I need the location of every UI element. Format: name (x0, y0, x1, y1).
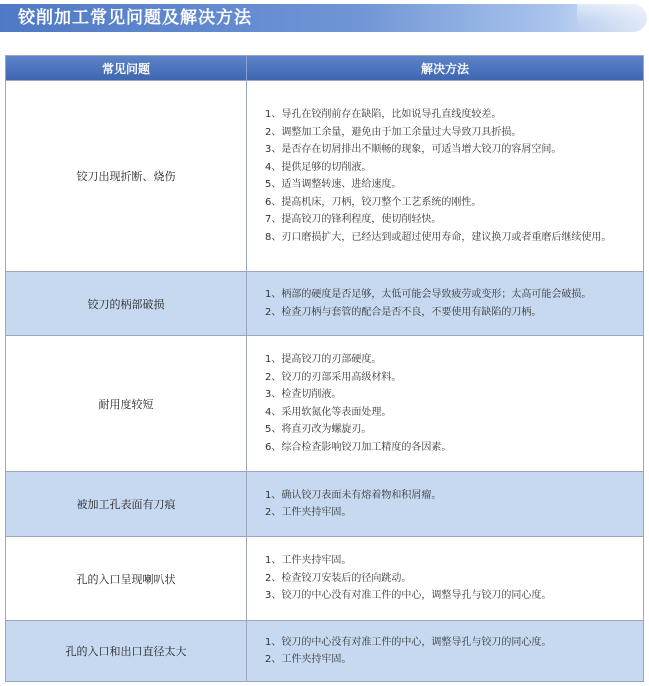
table-row (6, 271, 643, 335)
solution-item (265, 124, 633, 142)
solution-item (265, 439, 633, 457)
solution-text: 确认铰刀表面未有熔着物和积屑瘤。 (281, 489, 442, 501)
table-row (6, 335, 643, 471)
solution-item (265, 194, 633, 212)
solution-text: 铰刀的刃部采用高级材料。 (281, 371, 402, 383)
solution-item (265, 211, 633, 229)
solution-text: 采用软氮化等表面处理。 (281, 406, 392, 418)
solution-text: 是否存在切屑排出不顺畅的现象，可适当增大铰刀的容屑空间。 (281, 144, 562, 155)
solution-number: 1、 (265, 555, 282, 567)
solution-number: 3、 (265, 144, 282, 155)
table-row (6, 536, 643, 620)
solution-item (265, 504, 633, 522)
solution-text: 工件夹持牢固。 (281, 555, 352, 567)
solution-item (265, 570, 633, 588)
solution-item (265, 487, 633, 505)
header-problem: 常见问题 (6, 56, 247, 80)
table-row (6, 620, 643, 681)
solution-text: 适当调整转速、进给速度。 (281, 179, 402, 190)
solutions-cell (247, 621, 643, 681)
solution-text: 检查铰刀安装后的径向跳动。 (281, 572, 412, 584)
solution-item (265, 141, 633, 159)
solution-item (265, 552, 633, 570)
solution-number: 4、 (265, 406, 282, 418)
solution-item (265, 304, 633, 322)
solution-text: 检查刀柄与套管的配合是否不良，不要使用有缺陷的刀柄。 (281, 306, 542, 318)
solution-number: 7、 (265, 214, 282, 225)
solutions-cell (247, 472, 643, 536)
solution-text: 导孔在铰削前存在缺陷，比如说导孔直线度较差。 (281, 109, 502, 120)
solution-number: 2、 (265, 371, 282, 383)
problem-cell: 铰刀的柄部破损 (6, 272, 247, 335)
solution-text: 工件夹持牢固。 (281, 654, 352, 665)
solution-item (265, 651, 633, 669)
solution-number: 1、 (265, 489, 282, 501)
solution-number: 3、 (265, 590, 282, 602)
header-solution: 解决方法 (420, 61, 469, 76)
solution-text: 提高铰刀的刃部硬度。 (281, 354, 382, 365)
solution-item (265, 176, 633, 194)
problems-table (5, 55, 644, 682)
solution-text: 铰刀的中心没有对准工件的中心，调整导孔与铰刀的同心度。 (281, 590, 552, 602)
solutions-cell (247, 336, 643, 471)
solution-item (265, 386, 633, 404)
solution-number: 1、 (265, 109, 282, 120)
solution-item (265, 369, 633, 387)
table-header (6, 56, 643, 80)
solution-item (265, 634, 633, 652)
solution-item (265, 421, 633, 439)
solution-number: 5、 (265, 179, 282, 190)
solutions-cell (247, 81, 643, 271)
table-row (6, 471, 643, 536)
solution-text: 综合检查影响铰刀加工精度的各因素。 (281, 441, 452, 453)
title-bar-gloss (577, 4, 647, 32)
solution-number: 2、 (265, 507, 282, 518)
problem-cell: 耐用度较短 (6, 336, 247, 471)
solution-item (265, 106, 633, 124)
problem-cell: 铰刀出现折断、烧伤 (6, 81, 247, 271)
solution-text: 检查切削液。 (281, 389, 342, 400)
solution-item (265, 229, 633, 247)
solution-number: 2、 (265, 126, 282, 138)
solution-text: 工件夹持牢固。 (281, 507, 352, 518)
solutions-cell (247, 272, 643, 335)
solution-text: 柄部的硬度是否足够，太低可能会导致疲劳或变形；太高可能会破损。 (281, 289, 592, 300)
solution-number: 2、 (265, 654, 282, 665)
solution-text: 调整加工余量，避免由于加工余量过大导致刀具折损。 (281, 126, 522, 138)
solution-item (265, 587, 633, 605)
solution-number: 2、 (265, 306, 282, 318)
solution-item (265, 351, 633, 369)
solution-text: 铰刀的中心没有对准工件的中心，调整导孔与铰刀的同心度。 (281, 636, 552, 648)
solution-number: 1、 (265, 354, 282, 365)
solution-number: 6、 (265, 196, 282, 208)
solution-number: 4、 (265, 161, 282, 173)
page-title: 铰削加工常见问题及解决方法 (18, 8, 252, 28)
problem-cell: 孔的入口和出口直径太大 (6, 621, 247, 681)
title-bar (0, 4, 647, 32)
solution-text: 刃口磨损扩大，已经达到或超过使用寿命，建议换刀或者重磨后继续使用。 (281, 231, 612, 243)
solutions-cell (247, 537, 643, 620)
solution-number: 1、 (265, 636, 282, 648)
solution-text: 提高机床，刀柄，铰刀整个工艺系统的刚性。 (281, 196, 482, 208)
solution-item (265, 286, 633, 304)
problem-cell: 被加工孔表面有刀痕 (6, 472, 247, 536)
problem-cell: 孔的入口呈现喇叭状 (6, 537, 247, 620)
solution-number: 6、 (265, 441, 282, 453)
table-row (6, 80, 643, 271)
solution-number: 8、 (265, 231, 282, 243)
solution-item (265, 159, 633, 177)
solution-item (265, 404, 633, 422)
solution-number: 5、 (265, 424, 282, 435)
solution-number: 2、 (265, 572, 282, 584)
solution-number: 1、 (265, 289, 282, 300)
solution-text: 提供足够的切削液。 (281, 161, 372, 173)
solution-number: 3、 (265, 389, 282, 400)
solution-text: 将直刃改为螺旋刃。 (281, 424, 372, 435)
solution-text: 提高铰刀的锋利程度，使切削轻快。 (281, 214, 442, 225)
